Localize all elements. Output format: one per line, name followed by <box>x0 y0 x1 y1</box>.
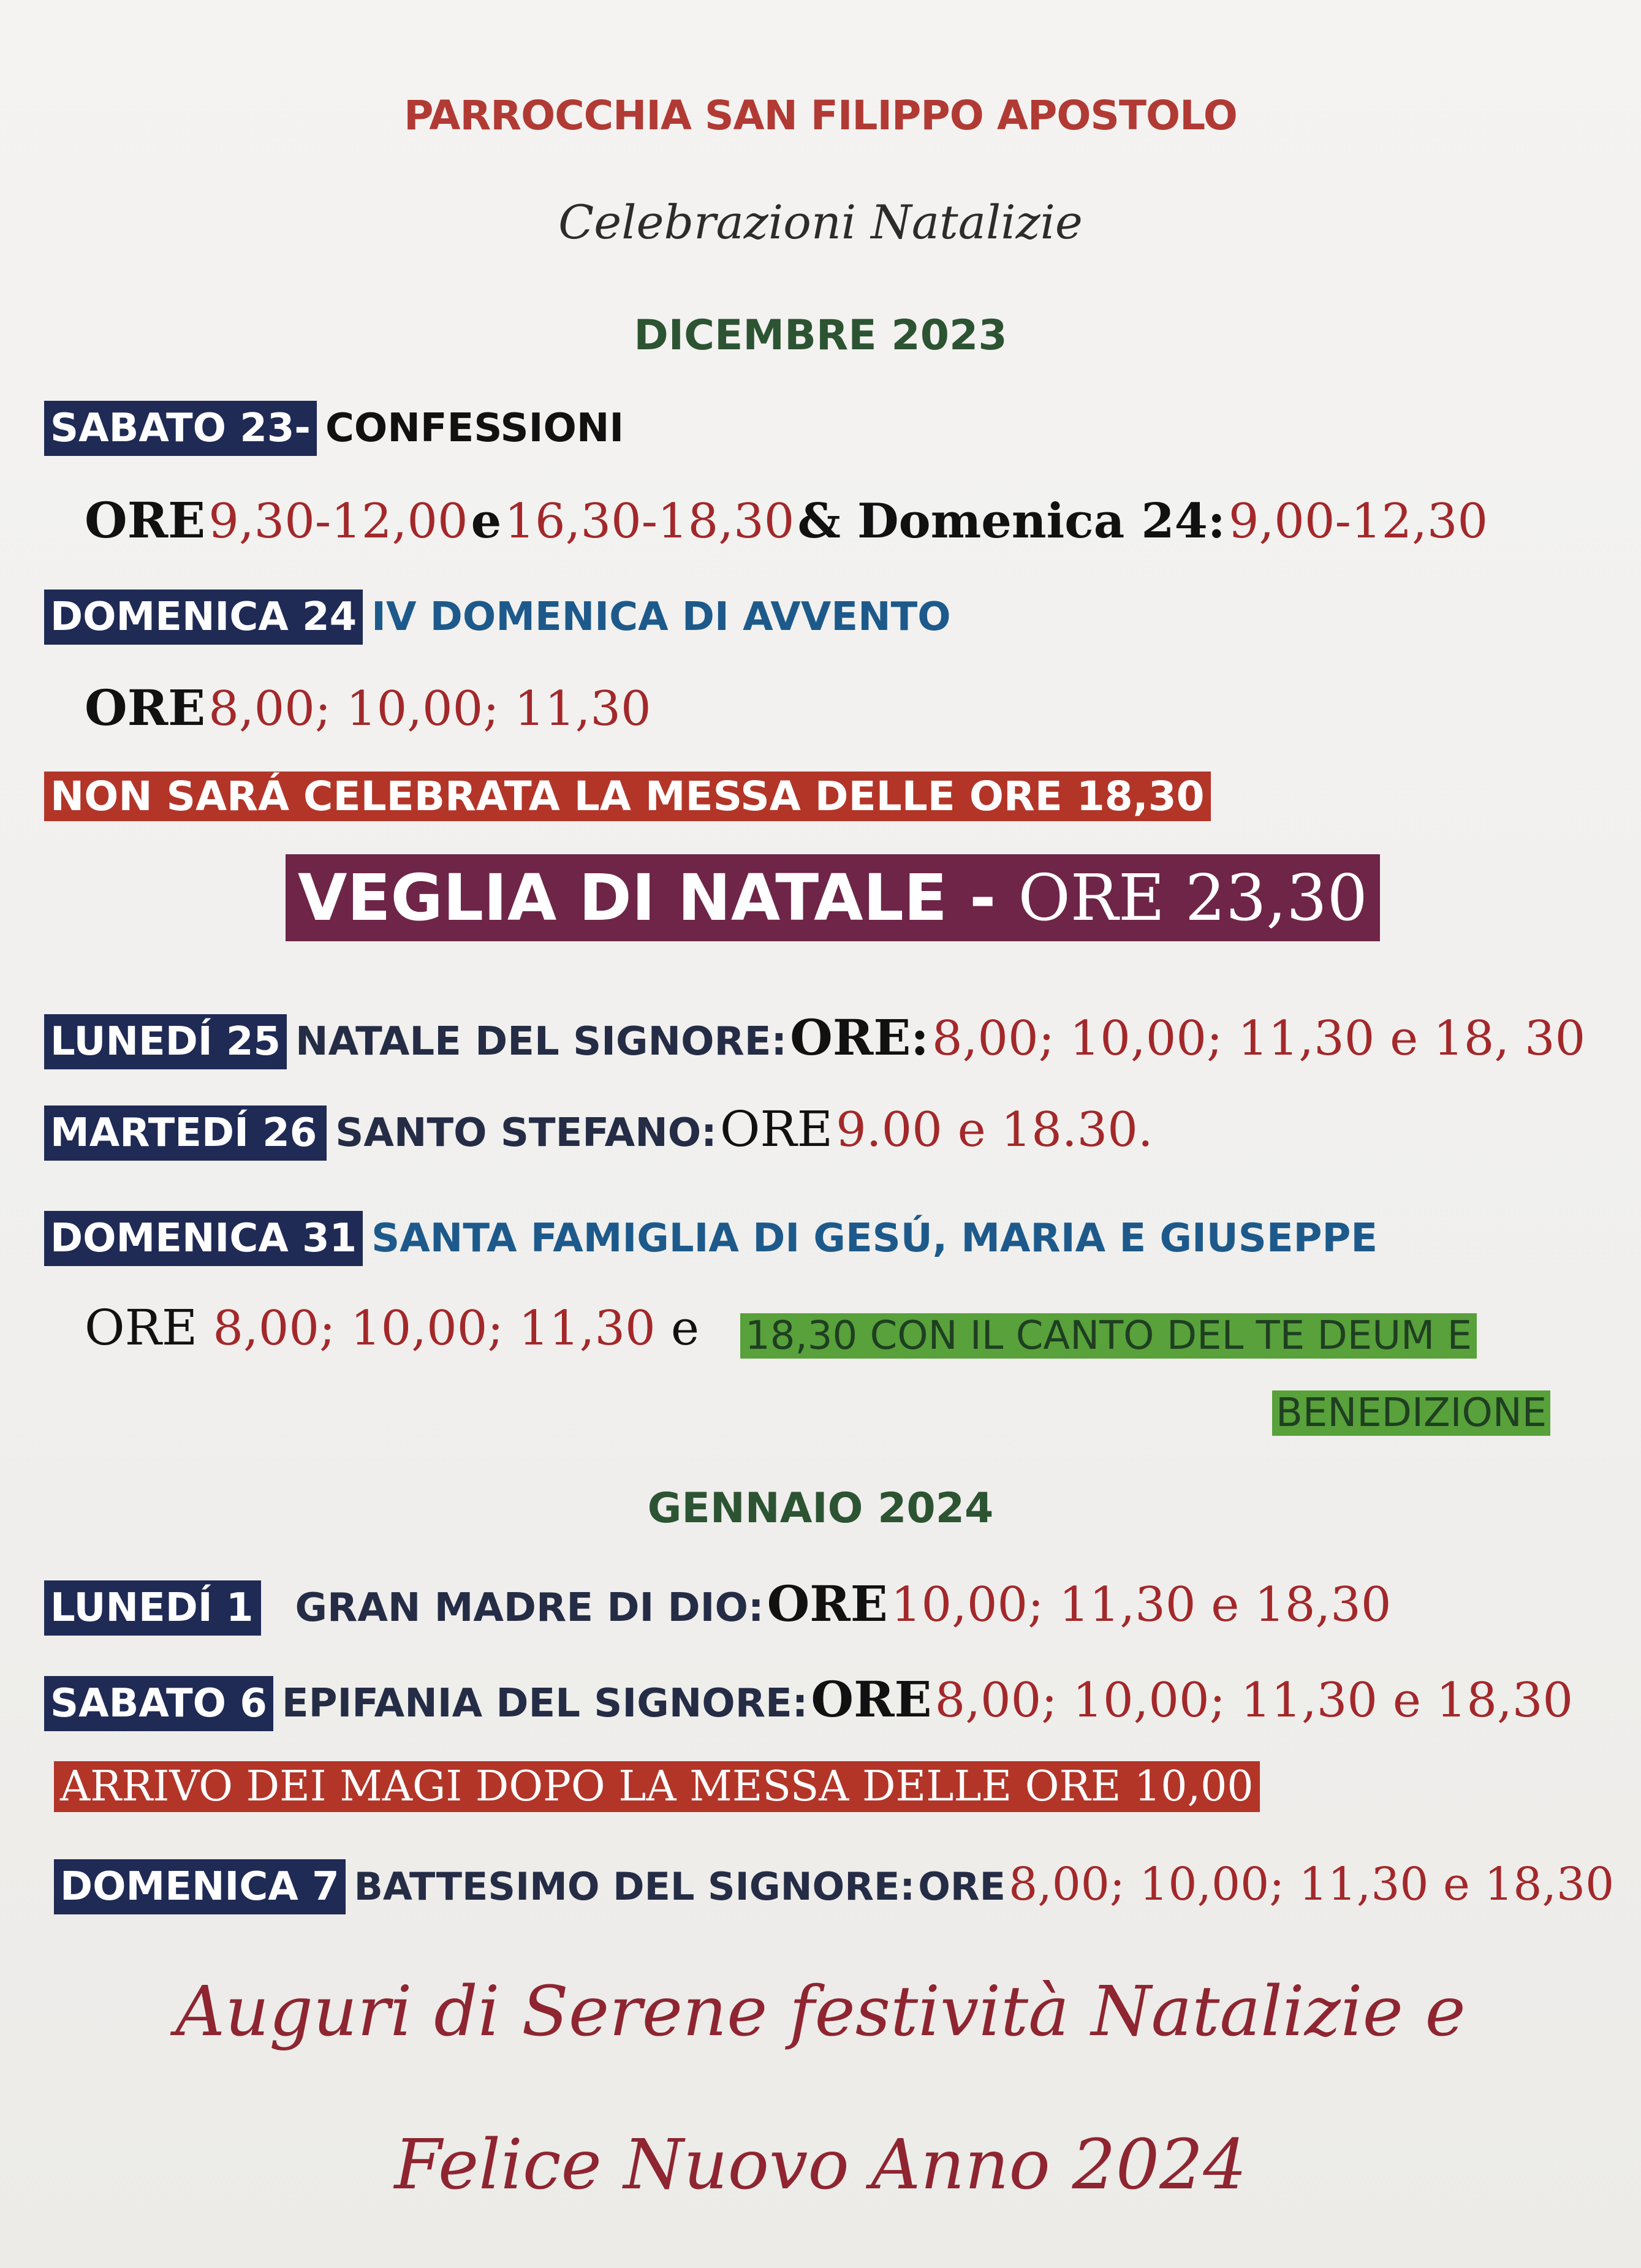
event-label: SANTO STEFANO: <box>335 1110 717 1156</box>
greeting-line-2: Felice Nuovo Anno 2024 <box>394 2125 1247 2205</box>
row-domenica-24-times <box>85 679 651 737</box>
day-tag: LUNEDÍ 25 <box>44 1014 287 1069</box>
greeting-line-1: Auguri di Serene festività Natalizie e <box>175 1972 1466 2052</box>
ore-label: ORE <box>767 1575 888 1633</box>
event-label: EPIFANIA DEL SIGNORE: <box>281 1681 808 1726</box>
event-label: BATTESIMO DEL SIGNORE: <box>354 1864 915 1909</box>
notice-banner-no-mass <box>44 771 1211 822</box>
times-value: 8,00; 10,00; 11,30 <box>208 681 651 737</box>
conjunction: e <box>471 493 502 549</box>
ore-label: ORE <box>719 1101 833 1158</box>
benedizione-text: BENEDIZIONE <box>1272 1390 1550 1436</box>
ore-label: ORE <box>85 491 206 549</box>
row-martedi-26 <box>44 1101 1153 1161</box>
notice-banner-magi <box>54 1761 1260 1813</box>
event-label: NATALE DEL SIGNORE: <box>295 1019 787 1064</box>
times-value: 16,30-18,30 <box>504 494 795 549</box>
times-value: 9.00 e 18.30. <box>836 1102 1153 1158</box>
parish-title: PARROCCHIA SAN FILIPPO APOSTOLO <box>404 92 1237 139</box>
times-value: 9,00-12,30 <box>1228 494 1488 549</box>
day-tag: MARTEDÍ 26 <box>44 1106 327 1161</box>
te-deum-banner-line2 <box>1272 1384 1550 1443</box>
domenica-24-label: & Domenica 24: <box>797 493 1226 549</box>
row-domenica-7 <box>54 1858 1614 1914</box>
day-tag: DOMENICA 31 <box>44 1211 363 1266</box>
ore-label: ORE <box>85 1299 198 1356</box>
vigil-label: VEGLIA DI NATALE - <box>298 860 1018 935</box>
month-heading-january: GENNAIO 2024 <box>647 1484 994 1533</box>
notice-text: ARRIVO DEI MAGI DOPO LA MESSA DELLE ORE 10,00 <box>54 1761 1260 1812</box>
times-value: 9,30-12,00 <box>208 494 468 549</box>
row-domenica-31 <box>44 1211 1378 1266</box>
row-domenica-31-times <box>85 1299 711 1356</box>
row-lunedi-25 <box>44 1009 1585 1069</box>
ore-label: ORE <box>918 1864 1006 1909</box>
vigil-time: ORE 23,30 <box>1018 860 1368 935</box>
day-tag: DOMENICA 24 <box>44 590 363 645</box>
event-label: CONFESSIONI <box>325 406 624 451</box>
notice-text: NON SARÁ CELEBRATA LA MESSA DELLE ORE 18,30 <box>44 772 1211 821</box>
event-label: IV DOMENICA DI AVVENTO <box>371 594 951 640</box>
ore-label: ORE: <box>790 1009 929 1066</box>
day-tag: SABATO 23- <box>44 401 317 456</box>
row-lunedi-1 <box>44 1575 1392 1636</box>
times-value: 8,00; 10,00; 11,30 e 18, 30 <box>931 1011 1586 1066</box>
day-tag: LUNEDÍ 1 <box>44 1580 261 1636</box>
event-label: GRAN MADRE DI DIO: <box>295 1585 764 1631</box>
ore-label: ORE <box>85 679 206 737</box>
day-tag: DOMENICA 7 <box>54 1859 346 1914</box>
times-value: 8,00; 10,00; 11,30 e 18,30 <box>1009 1858 1615 1911</box>
vigil-box <box>286 854 1380 941</box>
ore-label: ORE <box>811 1671 932 1728</box>
te-deum-text: 18,30 CON IL CANTO DEL TE DEUM E <box>740 1313 1477 1359</box>
row-domenica-24 <box>44 590 951 645</box>
row-sabato-23 <box>44 401 624 456</box>
vigil-banner <box>286 852 1380 944</box>
day-tag: SABATO 6 <box>44 1676 273 1731</box>
event-label: SANTA FAMIGLIA DI GESÚ, MARIA E GIUSEPPE <box>371 1216 1378 1261</box>
row-sabato-6 <box>44 1671 1573 1731</box>
te-deum-banner-line1 <box>740 1300 1477 1371</box>
month-heading-december: DICEMBRE 2023 <box>634 311 1007 360</box>
times-value: 8,00; 10,00; 11,30 <box>213 1301 656 1356</box>
conjunction: e <box>670 1301 699 1356</box>
times-value: 8,00; 10,00; 11,30 e 18,30 <box>934 1673 1574 1728</box>
times-value: 10,00; 11,30 e 18,30 <box>890 1577 1392 1633</box>
subtitle: Celebrazioni Natalizie <box>558 195 1083 249</box>
row-sabato-23-times <box>85 491 1488 549</box>
